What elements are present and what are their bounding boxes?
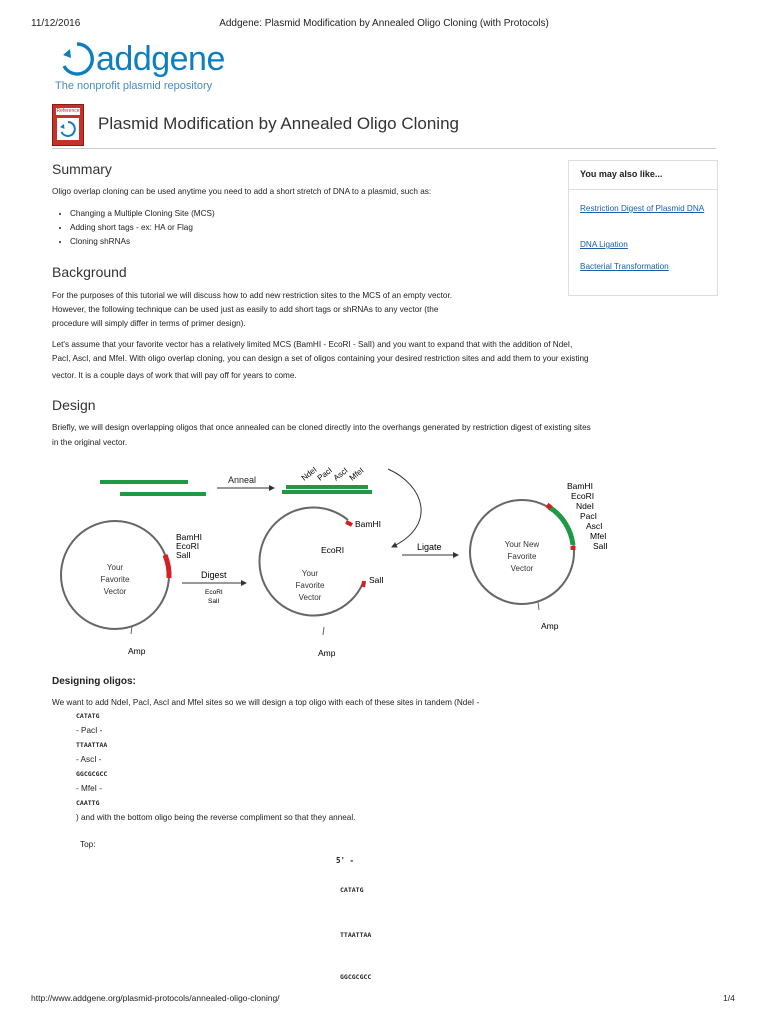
amp-label: Amp <box>318 648 336 658</box>
ndei-sequence: CATATG <box>76 712 100 720</box>
site-label: AscI <box>586 521 603 531</box>
mfei-sequence: CAATTG <box>76 799 100 807</box>
cloning-diagram <box>52 455 716 665</box>
mcs-site <box>165 555 169 578</box>
site-label: SalI <box>593 541 608 551</box>
background-line: vector. It is a couple days of work that will pay off for years to come. <box>52 371 297 380</box>
list-item: • Changing a Multiple Cloning Site (MCS) <box>70 207 215 221</box>
background-line: PacI, AscI, and MfeI. With oligo overlap cloning, you can design a set of oligos containing your desired restriction sites and add them to your existing <box>52 354 589 363</box>
five-prime-label: 5' - <box>336 856 355 865</box>
page-url[interactable]: http://www.addgene.org/plasmid-protocols/annealed-oligo-cloning/ <box>31 993 280 1003</box>
amp-label: Amp <box>128 646 146 656</box>
paci-sequence: TTAATTAA <box>76 741 108 749</box>
top-oligo-seq: TTAATTAA <box>340 931 372 939</box>
designing-intro: We want to add NdeI, PacI, AscI and MfeI sites so we will design a top oligo with each of these sites in tandem (NdeI - <box>52 698 480 707</box>
logo-tagline: The nonprofit plasmid repository <box>55 80 213 92</box>
sali-overhang <box>363 581 364 587</box>
background-line: For the purposes of this tutorial we will discuss how to add new restriction sites to the MCS of an empty vector. <box>52 291 452 300</box>
summary-list <box>56 207 215 249</box>
vector-label: Vector <box>510 564 534 573</box>
site-label: EcoRI <box>321 545 345 555</box>
background-line: However, the following technique can be used just as easily to add short tags or shRNAs to any vector (the <box>52 305 439 314</box>
list-item: • Cloning shRNAs <box>70 235 215 249</box>
ligate-label: Ligate <box>417 542 442 552</box>
design-line: in the original vector. <box>52 438 128 447</box>
vector-label: Your <box>301 569 319 578</box>
link-restriction-digest[interactable]: Restriction Digest of Plasmid DNA <box>580 204 705 213</box>
site-label: EcoRI <box>176 541 200 551</box>
site-separator: - AscI - <box>76 755 102 764</box>
addgene-logo-text[interactable]: addgene <box>96 40 225 78</box>
site-separator: - MfeI - <box>76 784 102 793</box>
vector-label: Your <box>106 563 124 572</box>
designing-outro: ) and with the bottom oligo being the reverse compliment so that they anneal. <box>76 813 356 822</box>
vector-label: Your New <box>504 540 540 549</box>
background-line: Let's assume that your favorite vector has a relatively limited MCS (BamHI - EcoRI - SalI) and you want to expand that with the addition of NdeI, <box>52 340 573 349</box>
oligo-site-label: PacI <box>315 465 334 483</box>
list-item: • Adding short tags - ex: HA or Flag <box>70 221 215 235</box>
oligo-site-label: MfeI <box>347 465 366 483</box>
page-number: 1/4 <box>723 993 735 1003</box>
amp-label: Amp <box>541 621 559 631</box>
addgene-logo-icon[interactable] <box>58 40 96 78</box>
background-heading: Background <box>52 264 127 280</box>
top-oligo-seq: GGCGCGCC <box>340 973 372 981</box>
site-label: NdeI <box>576 501 594 511</box>
page-title: Plasmid Modification by Annealed Oligo Cloning <box>98 114 459 133</box>
sidebar-heading: You may also like... <box>580 169 663 179</box>
site-label: BamHI <box>355 519 381 529</box>
oligo-site-label: NdeI <box>299 465 319 483</box>
designing-oligos-heading: Designing oligos: <box>52 676 136 687</box>
related-sidebar <box>568 160 718 296</box>
top-oligo-label: Top: <box>80 840 96 849</box>
summary-intro: Oligo overlap cloning can be used anytime you need to add a short stretch of DNA to a plasmid, such as: <box>52 187 432 196</box>
link-bacterial-transformation[interactable]: Bacterial Transformation <box>580 262 669 271</box>
site-label: SalI <box>369 575 384 585</box>
oligo-site-label: AscI <box>331 465 350 483</box>
link-dna-ligation[interactable]: DNA Ligation <box>580 240 628 249</box>
site-label: SalI <box>176 550 191 560</box>
title-divider <box>52 148 716 149</box>
print-date: 11/12/2016 <box>31 18 81 29</box>
vector-label: Vector <box>298 593 322 602</box>
site-label: BamHI <box>176 532 202 542</box>
print-title: Addgene: Plasmid Modification by Annealed Oligo Cloning (with Protocols) <box>219 18 549 29</box>
new-mcs-insert <box>549 507 573 545</box>
vector-label: Vector <box>103 587 127 596</box>
digest-label: Digest <box>201 570 227 580</box>
digest-enzyme: SalI <box>208 598 220 605</box>
insert-arrow <box>388 469 421 547</box>
site-label: MfeI <box>590 531 607 541</box>
asci-sequence: GGCGCGCC <box>76 770 108 778</box>
reference-book-icon: Reference <box>52 104 84 146</box>
ecori-overhang <box>346 522 352 525</box>
site-label: EcoRI <box>571 491 595 501</box>
digest-enzyme: EcoRI <box>205 589 223 596</box>
summary-heading: Summary <box>52 161 112 177</box>
vector-label: Favorite <box>507 552 537 561</box>
vector-label: Favorite <box>295 581 325 590</box>
top-oligo-seq: CATATG <box>340 886 364 894</box>
site-label: PacI <box>580 511 598 521</box>
vector-label: Favorite <box>100 575 130 584</box>
site-separator: - PacI - <box>76 726 103 735</box>
design-heading: Design <box>52 397 96 413</box>
design-line: Briefly, we will design overlapping oligos that once annealed can be cloned directly into the overhangs generated by restriction digest of existing sites <box>52 423 591 432</box>
anneal-label: Anneal <box>228 475 257 485</box>
background-line: procedure will simply differ in terms of primer design). <box>52 319 246 328</box>
site-label: BamHI <box>567 481 593 491</box>
